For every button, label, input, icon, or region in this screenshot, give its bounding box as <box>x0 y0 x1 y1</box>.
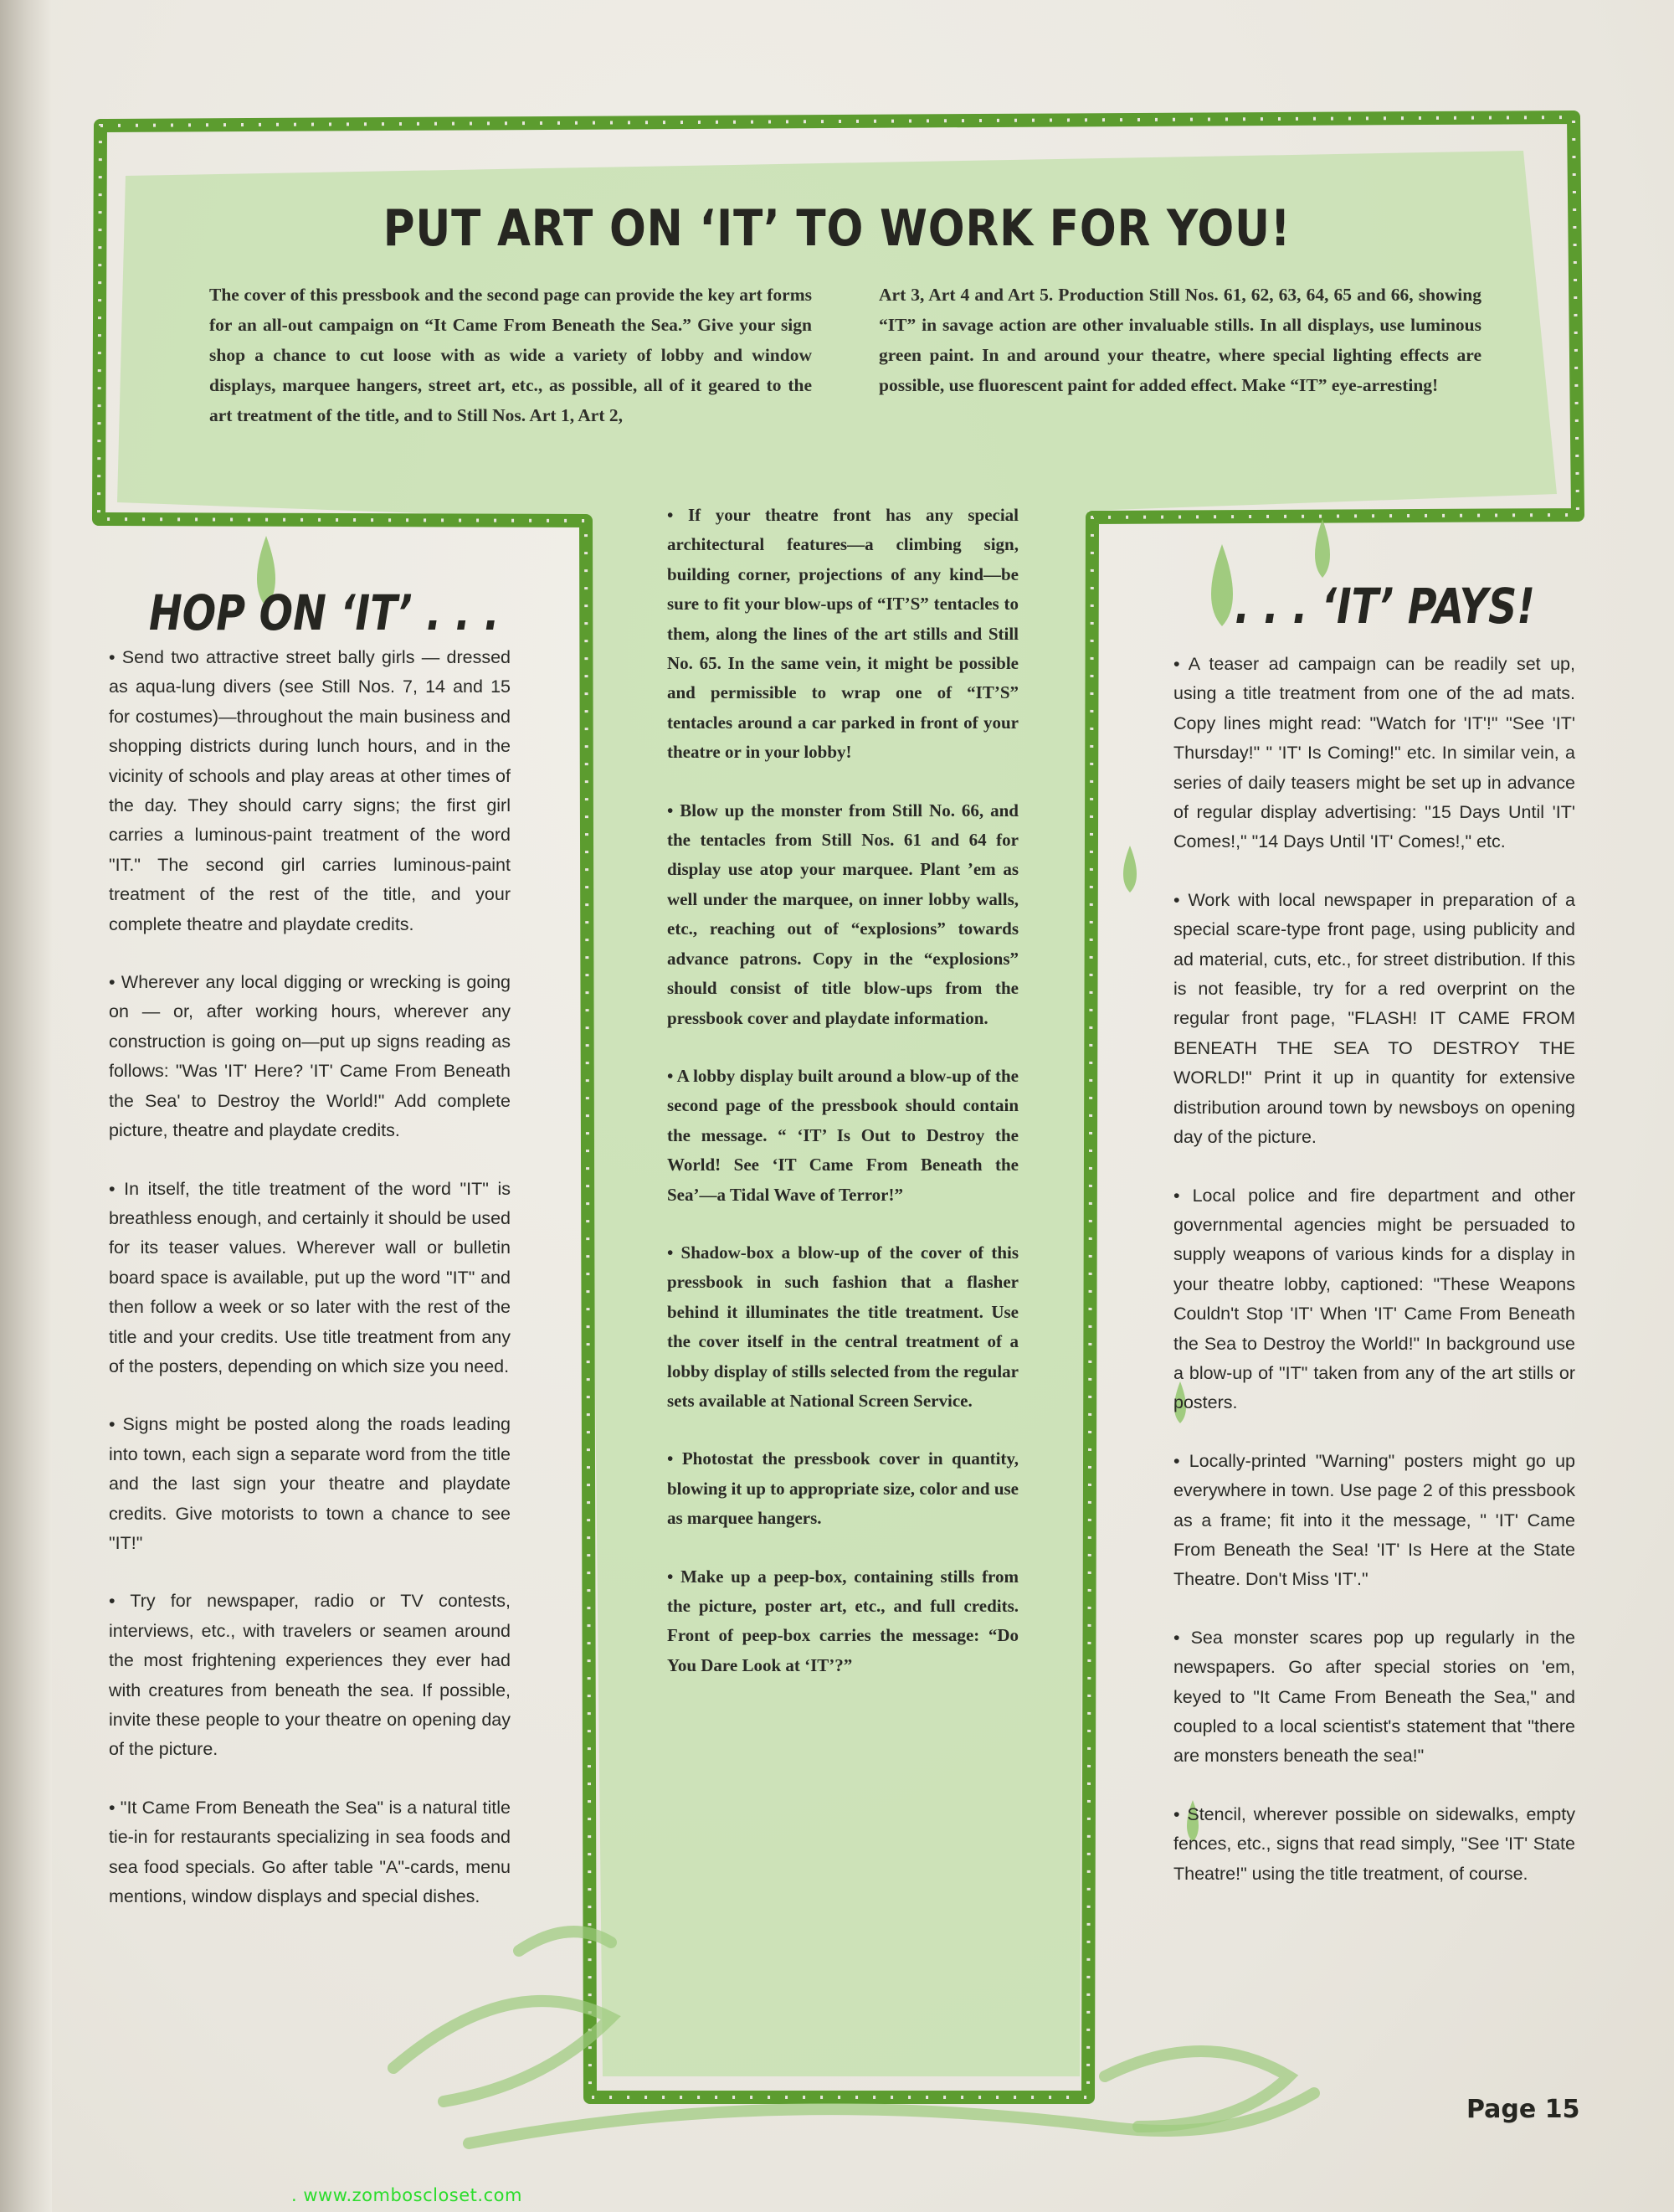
left-paragraph: • In itself, the title treatment of the word "IT" is breathless enough, and certainly it should be used for its teaser values. Wherever wall or bulletin board space is available, put up the word "IT" and then follow a week or so later with the rest of the title and your credits. Use title treatment from any of the posters, depending on which size you need. <box>109 1178 511 1376</box>
right-column <box>1173 650 1575 1917</box>
puddle-swirl <box>519 1932 611 1951</box>
middle-column <box>667 501 1019 1709</box>
right-heading: . . . ‘IT’ PAYS! <box>1235 578 1535 635</box>
right-paragraph: • Stencil, wherever possible on sidewalks, empty fences, etc., signs that read simply, "See 'IT' State Theatre!" using the title treatment, of course. <box>1173 1803 1575 1884</box>
page-number: Page 15 <box>1466 2095 1580 2124</box>
drip <box>1211 544 1233 626</box>
right-paragraph: • Work with local newspaper in preparation of a special scare-type front page, using publicity and ad material, cuts, etc., for street distribution. If this is not feasible, try for a red overprint on the regular front page, "FLASH! IT CAME FROM BENEATH THE SEA TO DESTROY THE WORLD!" Print it up in quantity for extensive distribution around town by newsboys on opening day of the picture. <box>1173 889 1575 1148</box>
page-title: PUT ART ON ‘IT’ TO WORK FOR YOU! <box>383 199 1291 258</box>
right-paragraph: • A teaser ad campaign can be readily set up, using a title treatment from one of the ad mats. Copy lines might read: "Watch for 'IT'!" "See 'IT' Thursday!" " 'IT' Is Coming!" etc. In similar vein, a series of daily teasers might be set up in advance of regular display advertising: "15 Days Until 'IT' Comes!," "14 Days Until 'IT' Comes!," etc. <box>1173 654 1575 852</box>
intro-text-left: The cover of this pressbook and the second page can provide the key art forms for an all-out campaign on “It Came From Beneath the Sea.” Give your sign shop a chance to cut loose with as wide a variety of lobby and window displays, marquee hangers, street art, etc., as possible, all of it geared to the art treatment of the title, and to Still Nos. Art 1, Art 2, <box>209 285 812 425</box>
left-heading: HOP ON ‘IT’ . . . <box>149 584 500 641</box>
drip <box>1123 846 1137 893</box>
middle-paragraph: • Shadow-box a blow-up of the cover of this pressbook in such fashion that a flasher behind it illuminates the title treatment. Use the cover itself in the central treatment of a lobby display of stills selected from the regular sets available at National Screen Service. <box>667 1242 1019 1411</box>
right-paragraph: • Locally-printed "Warning" posters might go up everywhere in town. Use page 2 of this pressbook as a frame; fit into it the message, " 'IT' Came From Beneath the Sea! 'IT' Is Here at the State Theatre. Don't Miss 'IT'." <box>1173 1450 1575 1590</box>
right-paragraph: • Local police and fire department and other governmental agencies might be persuaded to supply weapons of various kinds for a display in your theatre lobby, captioned: "These Weapons Couldn't Stop 'IT' When 'IT' Came From Beneath the Sea to Destroy the World!" In background use a blow-up of "IT" taken from any of the art stills or posters. <box>1173 1185 1575 1413</box>
intro-text-right: Art 3, Art 4 and Art 5. Production Still Nos. 61, 62, 63, 64, 65 and 66, showing “IT” in savage action are other invaluable stills. In all displays, use luminous green paint. In and around your theatre, where special lighting effects are possible, use fluorescent paint for added effect. Make “IT” eye-arresting! <box>879 285 1481 395</box>
middle-paragraph: • Photostat the pressbook cover in quantity, blowing it up to appropriate size, color and use as marquee hangers. <box>667 1448 1019 1529</box>
right-paragraph: • Sea monster scares pop up regularly in the newspapers. Go after special stories on 'em, keyed to "It Came From Beneath the Sea," and coupled to a local scientist's statement that "there are monsters beneath the sea!" <box>1173 1627 1575 1767</box>
middle-paragraph: • Blow up the monster from Still No. 66, and the tentacles from Still Nos. 61 and 64 for display use atop your marquee. Plant ’em as well under the marquee, on inner lobby walls, etc., reaching out of “explosions” towards advance patrons. Copy in the “explosions” should consist of title blow-ups from the pressbook cover and playdate information. <box>667 800 1019 1028</box>
left-paragraph: • Try for newspaper, radio or TV contests, interviews, etc., with travelers or seamen around the most frightening experiences they ever had with creatures from beneath the sea. If possible, invite these people to your theatre on opening day of the picture. <box>109 1591 511 1760</box>
left-column <box>109 643 511 1940</box>
watermark-url[interactable]: . www.zomboscloset.com <box>291 2185 522 2205</box>
middle-paragraph: • Make up a peep-box, containing stills from the picture, poster art, etc., and full credits. Front of peep-box carries the message: “Do You Dare Look at ‘IT’?” <box>667 1566 1019 1675</box>
left-paragraph: • "It Came From Beneath the Sea" is a natural title tie-in for restaurants specializing in sea foods and sea food specials. Go after table "A"-cards, menu mentions, window displays and special dishes. <box>109 1797 511 1907</box>
middle-paragraph: • A lobby display built around a blow-up of the second page of the pressbook should contain the message. “ ‘IT’ Is Out to Destroy the World! See ‘IT Came From Beneath the Sea’—a Tidal Wave of Terror!” <box>667 1065 1019 1205</box>
drip <box>1315 519 1330 578</box>
left-paragraph: • Signs might be posted along the roads leading into town, each sign a separate word from the title and the last sign your theatre and playdate credits. Give motorists to town a chance to see "IT!" <box>109 1414 511 1553</box>
left-paragraph: • Send two attractive street bally girls — dressed as aqua-lung divers (see Still Nos. 7, 14 and 15 for costumes)—throughout the main business and shopping districts during lunch hours, and in the vicinity of schools and play areas at other times of the day. They should carry signs; the first girl carries a luminous-paint treatment of the word "IT." The second girl carries luminous-paint treatment of the rest of the title, and your complete theatre and playdate credits. <box>109 647 511 934</box>
puddle-swirl <box>393 2001 611 2101</box>
left-paragraph: • Wherever any local digging or wrecking is going on — or, after working hours, wherever any construction is going on—put up signs reading as follows: "Was 'IT' Here? 'IT' Came From Beneath the Sea' to Destroy the World!" Add complete picture, theatre and playdate credits. <box>109 972 511 1141</box>
middle-paragraph: • If your theatre front has any special architectural features—a climbing sign, building corner, projections of any kind—be sure to fit your blow-ups of “IT’S” tentacles to them, along the lines of the art stills and Still No. 65. In the same vein, it might be possible and permissible to wrap one of “IT’S” tentacles around a car parked in front of your theatre or in your lobby! <box>667 505 1019 763</box>
